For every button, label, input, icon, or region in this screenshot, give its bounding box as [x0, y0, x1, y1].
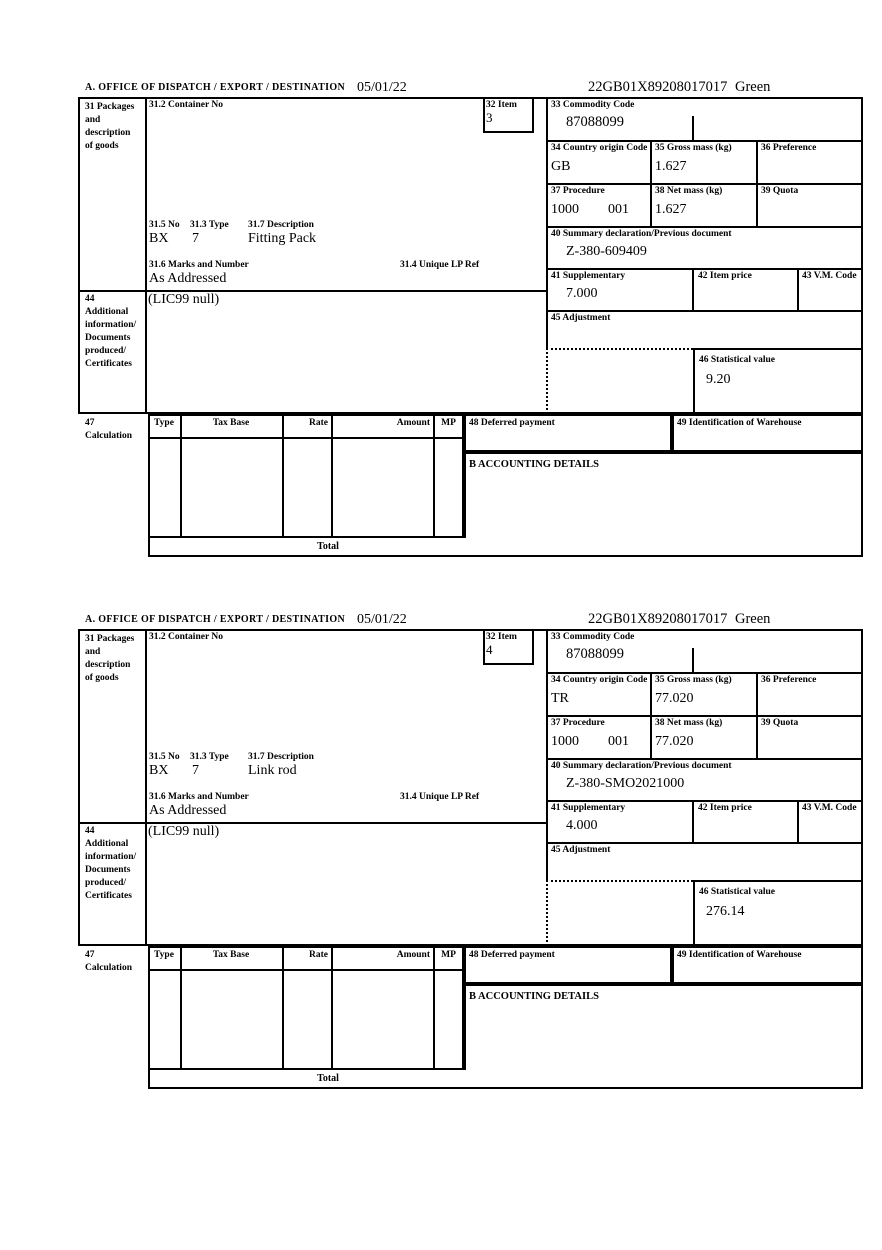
item-number-value: 3 — [486, 110, 493, 125]
country-origin-label: 34 Country origin Code — [551, 143, 648, 153]
commodity-code-tick — [692, 116, 694, 140]
commodity-row-divider — [546, 140, 863, 142]
calc-header-type: Type — [154, 950, 174, 960]
declaration-section — [78, 80, 864, 562]
net-mass-value: 77.020 — [655, 734, 694, 749]
additional-info-label-line: Certificates — [85, 359, 132, 369]
supplementary-label: 41 Supplementary — [551, 803, 626, 813]
routing-status: Green — [735, 79, 771, 95]
calculation-label — [85, 949, 132, 975]
col-divider-41-42 — [692, 800, 694, 842]
additional-info-label-line: Documents — [85, 333, 131, 343]
packages-label-line: of goods — [85, 673, 119, 683]
package-type-value: 7 — [192, 763, 199, 778]
country-origin-value: TR — [551, 691, 569, 706]
calculation-header-divider — [148, 437, 464, 439]
calc-header-rate: Rate — [309, 418, 328, 428]
calculation-table-border — [148, 946, 464, 1070]
previous-document-value: Z-380-SMO2021000 — [566, 776, 685, 791]
commodity-row-divider — [546, 672, 863, 674]
additional-information-value: (LIC99 null) — [148, 292, 220, 307]
calc-col-divider-type — [180, 414, 182, 538]
calc-col-divider-rate — [331, 946, 333, 1070]
calc-header-amount: Amount — [396, 418, 430, 428]
quota-label: 39 Quota — [761, 718, 799, 728]
commodity-code-label: 33 Commodity Code — [551, 632, 635, 642]
calculation-label-line: 47 — [85, 950, 95, 960]
supplementary-row-divider — [546, 310, 863, 312]
unique-lp-ref-label: 31.4 Unique LP Ref — [400, 792, 480, 802]
item-price-label: 42 Item price — [698, 803, 752, 813]
marks-number-value: As Addressed — [149, 271, 227, 286]
container-no-label: 31.2 Container No — [149, 100, 223, 110]
total-label: Total — [317, 1073, 339, 1084]
goods-description-value: Link rod — [248, 763, 297, 778]
calc-header-taxbase: Tax Base — [212, 950, 250, 960]
procedure-value: 1000 — [551, 202, 579, 217]
packages-label-line: 31 Packages — [85, 634, 135, 644]
gross-mass-label: 35 Gross mass (kg) — [655, 143, 732, 153]
declaration-section — [78, 612, 864, 1094]
calc-col-divider-rate — [331, 414, 333, 538]
calc-header-rate: Rate — [309, 950, 328, 960]
adjustment-label: 45 Adjustment — [551, 845, 611, 855]
package-type-label: 31.3 Type — [190, 220, 229, 230]
dotted-horizontal-divider — [546, 880, 693, 882]
col-divider-42-43 — [797, 268, 799, 310]
previous-document-label: 40 Summary declaration/Previous document — [551, 761, 732, 771]
gross-mass-value: 1.627 — [655, 159, 687, 174]
calc-col-divider-amount — [433, 414, 435, 538]
additional-info-label-line: Additional — [85, 307, 129, 317]
vm-code-label: 43 V.M. Code — [802, 271, 857, 281]
goods-description-label: 31.7 Description — [248, 752, 314, 762]
dotted-vertical-divider — [546, 348, 548, 414]
calc-col-divider-type — [180, 946, 182, 1070]
packages-label-line: description — [85, 128, 131, 138]
calculation-label-line: 47 — [85, 418, 95, 428]
calculation-label — [85, 417, 132, 443]
packages-label-line: 31 Packages — [85, 102, 135, 112]
net-mass-label: 38 Net mass (kg) — [655, 718, 723, 728]
package-no-value: BX — [149, 763, 169, 778]
declaration-reference: 22GB01X89208017017 — [588, 611, 728, 627]
procedure-additional-value: 001 — [608, 734, 629, 749]
unique-lp-ref-label: 31.4 Unique LP Ref — [400, 260, 480, 270]
additional-info-label-line: Documents — [85, 865, 131, 875]
calc-col-divider-amount — [433, 946, 435, 1070]
deferred-payment-label: 48 Deferred payment — [469, 418, 555, 428]
origin-row-divider — [546, 183, 863, 185]
commodity-code-label: 33 Commodity Code — [551, 100, 635, 110]
procedure-label: 37 Procedure — [551, 718, 605, 728]
col-divider-35-36 — [756, 672, 758, 758]
item-price-label: 42 Item price — [698, 271, 752, 281]
declaration-date: 05/01/22 — [357, 612, 407, 627]
adjustment-label: 45 Adjustment — [551, 313, 611, 323]
additional-info-label-line: produced/ — [85, 878, 127, 888]
col-divider-34-35 — [650, 140, 652, 226]
additional-information-label — [85, 293, 136, 371]
origin-row-divider — [546, 715, 863, 717]
calc-header-taxbase: Tax Base — [212, 418, 250, 428]
commodity-code-tick — [692, 648, 694, 672]
supplementary-label: 41 Supplementary — [551, 271, 626, 281]
container-no-label: 31.2 Container No — [149, 632, 223, 642]
packages-description-label — [85, 633, 134, 685]
dotted-vertical-divider — [546, 880, 548, 946]
accounting-details-label: B ACCOUNTING DETAILS — [469, 991, 599, 1002]
commodity-code-value: 87088099 — [566, 114, 624, 130]
supplementary-row-divider — [546, 842, 863, 844]
col-divider-42-43 — [797, 800, 799, 842]
additional-info-label-line: Additional — [85, 839, 129, 849]
additional-info-label-line: 44 — [85, 294, 95, 304]
additional-info-label-line: Certificates — [85, 891, 132, 901]
gross-mass-value: 77.020 — [655, 691, 694, 706]
item-label: 32 Item — [486, 632, 517, 642]
package-no-value: BX — [149, 231, 169, 246]
warehouse-identification-label: 49 Identification of Warehouse — [677, 950, 802, 960]
left-column-divider — [145, 97, 147, 414]
package-no-label: 31.5 No — [149, 220, 180, 230]
package-type-value: 7 — [192, 231, 199, 246]
declaration-reference: 22GB01X89208017017 — [588, 79, 728, 95]
previous-document-value: Z-380-609409 — [566, 244, 647, 259]
statistical-value: 276.14 — [706, 904, 745, 919]
additional-information-label — [85, 825, 136, 903]
marks-number-value: As Addressed — [149, 803, 227, 818]
supplementary-value: 4.000 — [566, 818, 598, 833]
supplementary-value: 7.000 — [566, 286, 598, 301]
additional-info-label-line: 44 — [85, 826, 95, 836]
calculation-header-divider — [148, 969, 464, 971]
calculation-label-line: Calculation — [85, 963, 132, 973]
office-of-dispatch-label: A. OFFICE OF DISPATCH / EXPORT / DESTINATION — [85, 82, 346, 93]
accounting-details-label: B ACCOUNTING DETAILS — [469, 459, 599, 470]
net-mass-value: 1.627 — [655, 202, 687, 217]
routing-status: Green — [735, 611, 771, 627]
previous-doc-row-divider — [546, 800, 863, 802]
col-divider-41-42 — [692, 268, 694, 310]
packages-description-label — [85, 101, 134, 153]
package-type-label: 31.3 Type — [190, 752, 229, 762]
goods-description-value: Fitting Pack — [248, 231, 317, 246]
package-no-label: 31.5 No — [149, 752, 180, 762]
calculation-label-line: Calculation — [85, 431, 132, 441]
calc-col-divider-taxbase — [282, 946, 284, 1070]
net-mass-label: 38 Net mass (kg) — [655, 186, 723, 196]
calc-header-amount: Amount — [396, 950, 430, 960]
statistical-value-label: 46 Statistical value — [699, 355, 775, 365]
preference-label: 36 Preference — [761, 143, 817, 153]
declaration-date: 05/01/22 — [357, 80, 407, 95]
item-number-value: 4 — [486, 642, 493, 657]
quota-label: 39 Quota — [761, 186, 799, 196]
commodity-code-value: 87088099 — [566, 646, 624, 662]
warehouse-identification-label: 49 Identification of Warehouse — [677, 418, 802, 428]
calc-header-mp: MP — [441, 950, 456, 960]
procedure-row-divider — [546, 226, 863, 228]
additional-info-label-line: information/ — [85, 852, 137, 862]
marks-number-label: 31.6 Marks and Number — [149, 792, 249, 802]
calculation-table-border — [148, 414, 464, 538]
procedure-additional-value: 001 — [608, 202, 629, 217]
total-label: Total — [317, 541, 339, 552]
previous-document-label: 40 Summary declaration/Previous document — [551, 229, 732, 239]
dotted-horizontal-divider — [546, 348, 693, 350]
packages-label-line: description — [85, 660, 131, 670]
marks-number-label: 31.6 Marks and Number — [149, 260, 249, 270]
item-label: 32 Item — [486, 100, 517, 110]
procedure-label: 37 Procedure — [551, 186, 605, 196]
left-column-divider — [145, 629, 147, 946]
vm-code-label: 43 V.M. Code — [802, 803, 857, 813]
packages-label-line: and — [85, 647, 101, 657]
procedure-value: 1000 — [551, 734, 579, 749]
col-divider-35-36 — [756, 140, 758, 226]
country-origin-value: GB — [551, 159, 571, 174]
gross-mass-label: 35 Gross mass (kg) — [655, 675, 732, 685]
previous-doc-row-divider — [546, 268, 863, 270]
deferred-payment-label: 48 Deferred payment — [469, 950, 555, 960]
additional-info-label-line: information/ — [85, 320, 137, 330]
preference-label: 36 Preference — [761, 675, 817, 685]
goods-description-label: 31.7 Description — [248, 220, 314, 230]
procedure-row-divider — [546, 758, 863, 760]
statistical-value: 9.20 — [706, 372, 731, 387]
office-of-dispatch-label: A. OFFICE OF DISPATCH / EXPORT / DESTINATION — [85, 614, 346, 625]
additional-information-value: (LIC99 null) — [148, 824, 220, 839]
packages-label-line: of goods — [85, 141, 119, 151]
statistical-value-label: 46 Statistical value — [699, 887, 775, 897]
calc-col-divider-taxbase — [282, 414, 284, 538]
calc-header-mp: MP — [441, 418, 456, 428]
additional-info-label-line: produced/ — [85, 346, 127, 356]
calc-header-type: Type — [154, 418, 174, 428]
packages-label-line: and — [85, 115, 101, 125]
col-divider-34-35 — [650, 672, 652, 758]
country-origin-label: 34 Country origin Code — [551, 675, 648, 685]
